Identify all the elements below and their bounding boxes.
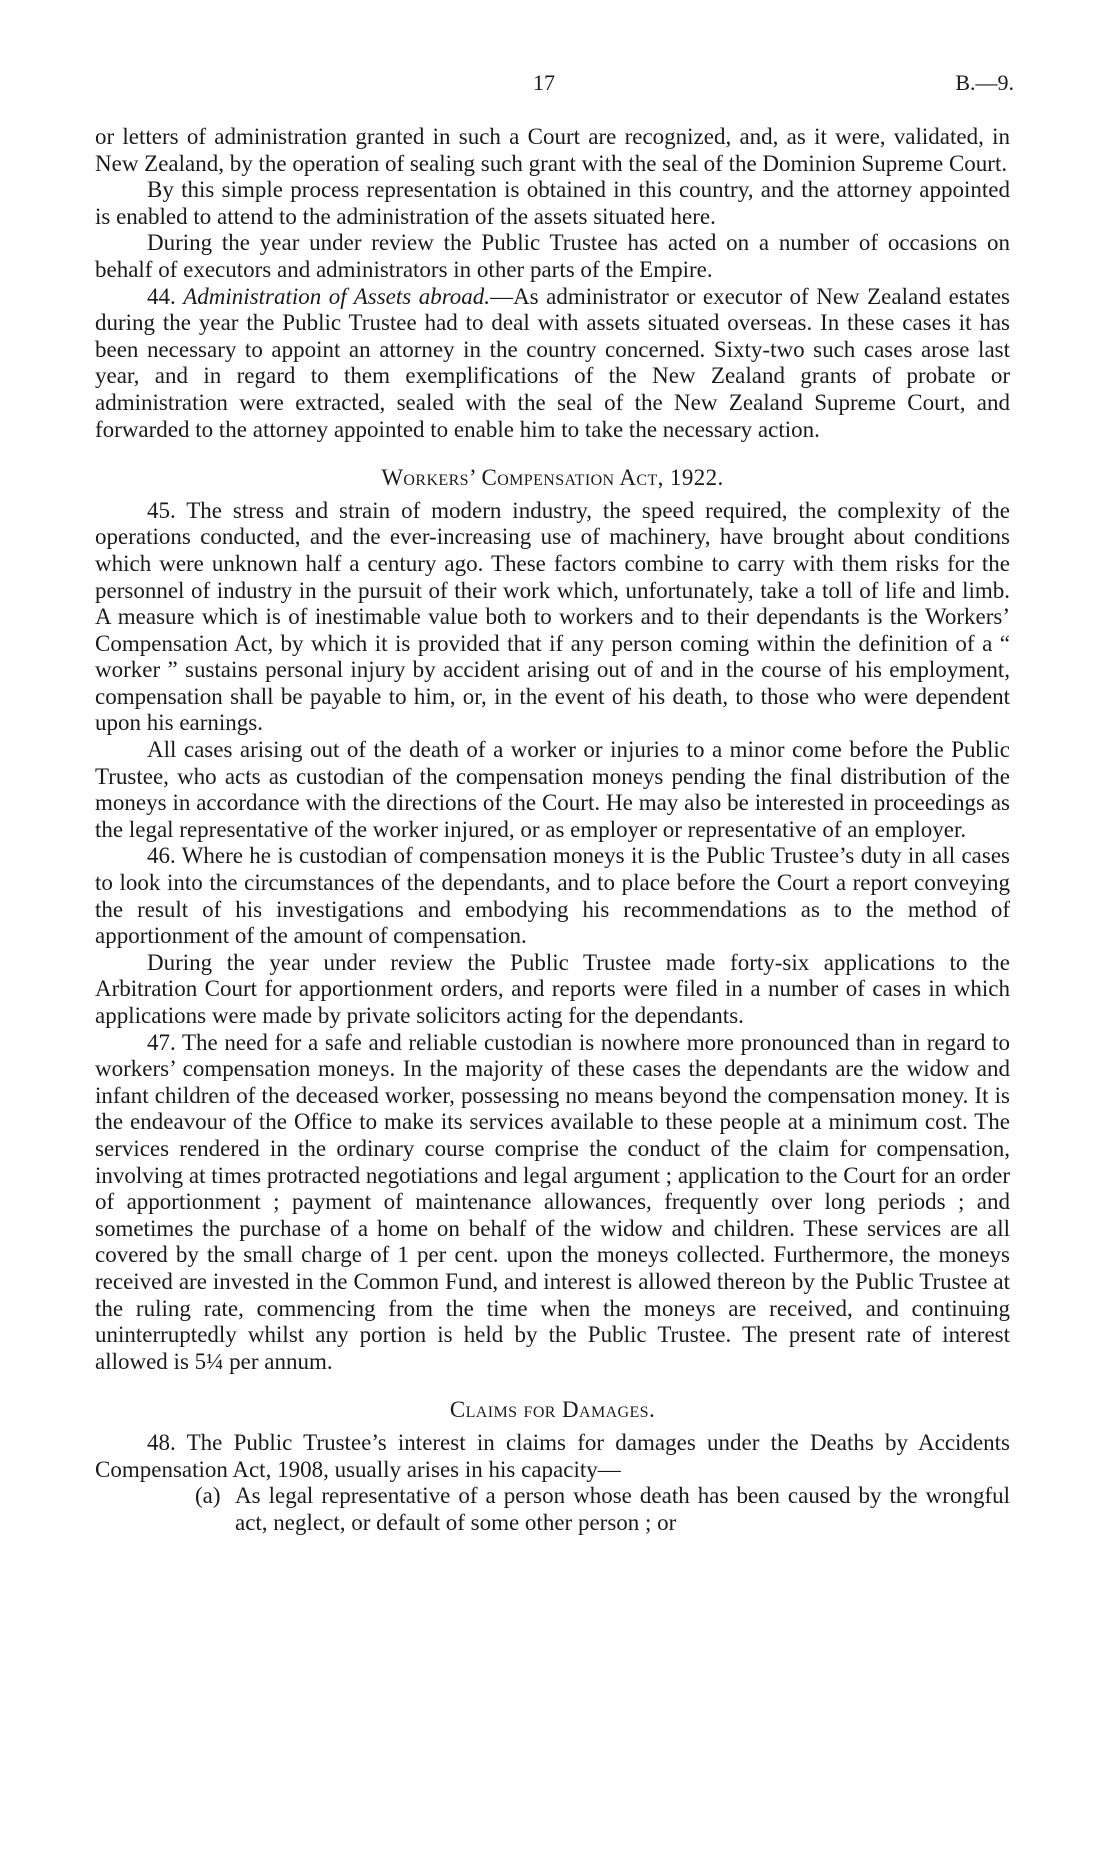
page-number: 17	[533, 70, 555, 95]
paragraph-47: 47. The need for a safe and reliable custodian is nowhere more pronounced than in regard to workers’ compensation moneys. In the majority of these cases the dependants are the widow and infant children of the deceased worker, possessing no means beyond the compensation money. It is the endeavour of the Office to make its services available to these people at a minimum cost. The services rendered in the ordinary course comprise the conduct of the claim for compensation, involving at times protracted negotiations and legal argument ; application to the Court for an order of apportionment ; payment of maintenance allowances, frequently over long periods ; and sometimes the purchase of a home on behalf of the widow and children. These services are all covered by the small charge of 1 per cent. upon the moneys collected. Furthermore, the moneys received are invested in the Common Fund, and interest is allowed thereon by the Public Trustee at the ruling rate, commencing from the time when the moneys are received, and continuing uninterruptedly whilst any portion is held by the Public Trustee. The present rate of interest allowed is 5¼ per annum.	[95, 1029, 1010, 1374]
paragraph: By this simple process representation is obtained in this country, and the attorney appointed is enabled to attend to the administration of the assets situated here.	[95, 177, 1010, 229]
list-item-text: As legal representative of a person whose death has been caused by the wrongful act, neglect, or default of some other person ; or	[235, 1483, 1010, 1535]
section-heading-workers-compensation: Workers’ Compensation Act, 1922.	[381, 465, 724, 491]
page-header	[0, 70, 1114, 100]
section-heading-claims-for-damages: Claims for Damages.	[449, 1397, 656, 1423]
paragraph-number: 44.	[147, 283, 176, 309]
paragraph-46: 46. Where he is custodian of compensation moneys it is the Public Trustee’s duty in all cases to look into the circumstances of the dependants, and to place before the Court a report conveying the result of his investigations and embodying his recommendations as to the method of apportionment of the amount of compensation.	[95, 843, 1010, 949]
paragraph-44	[95, 284, 1010, 444]
paragraph-45: 45. The stress and strain of modern industry, the speed required, the complexity of the operations conducted, and the ever-increasing use of machinery, have brought about conditions which were unknown half a century ago. These factors combine to carry with them risks for the personnel of industry in the pursuit of their work which, unfortunately, take a toll of life and limb. A measure which is of inestimable value both to workers and to their dependants is the Workers’ Compensation Act, by which it is provided that if any person coming within the definition of a “ worker ” sustains personal injury by accident arising out of and in the course of his employment, compensation shall be payable to him, or, in the event of his death, to those who were dependent upon his earnings.	[95, 497, 1010, 736]
paragraph-text: —As administrator or executor of New Zealand estates during the year the Public Trustee had to deal with assets situated overseas. In these cases it has been necessary to appoint an attorney in the country concerned. Sixty-two such cases arose last year, and in regard to them exemplifications of the New Zealand grants of probate or administration were extracted, sealed with the seal of the New Zealand Supreme Court, and forwarded to the attorney appointed to enable him to take the necessary action.	[95, 283, 1010, 442]
paragraph: During the year under review the Public Trustee has acted on a number of occasions on behalf of executors and administrators in other parts of the Empire.	[95, 230, 1010, 282]
paragraph: or letters of administration granted in such a Court are recognized, and, as it were, validated, in New Zealand, by the operation of sealing such grant with the seal of the Dominion Supreme Court.	[95, 124, 1010, 176]
paragraph: During the year under review the Public Trustee made forty-six applications to the Arbitration Court for apportionment orders, and reports were filed in a number of cases in which applications were made by private solicitors acting for the dependants.	[95, 949, 1010, 1028]
document-body	[95, 124, 1010, 1536]
paragraph-title: Administration of Assets abroad.	[183, 283, 491, 309]
list-item-label: (a)	[195, 1483, 221, 1509]
list-item	[195, 1483, 1010, 1536]
document-reference: B.—9.	[955, 70, 1014, 95]
paragraph-48: 48. The Public Trustee’s interest in claims for damages under the Deaths by Accidents Compensation Act, 1908, usually arises in his capacity—	[95, 1429, 1010, 1482]
paragraph: All cases arising out of the death of a worker or injuries to a minor come before the Public Trustee, who acts as custodian of the compensation moneys pending the final distribution of the moneys in accordance with the directions of the Court. He may also be interested in proceedings as the legal representative of the worker injured, or as employer or representative of an employer.	[95, 737, 1010, 842]
